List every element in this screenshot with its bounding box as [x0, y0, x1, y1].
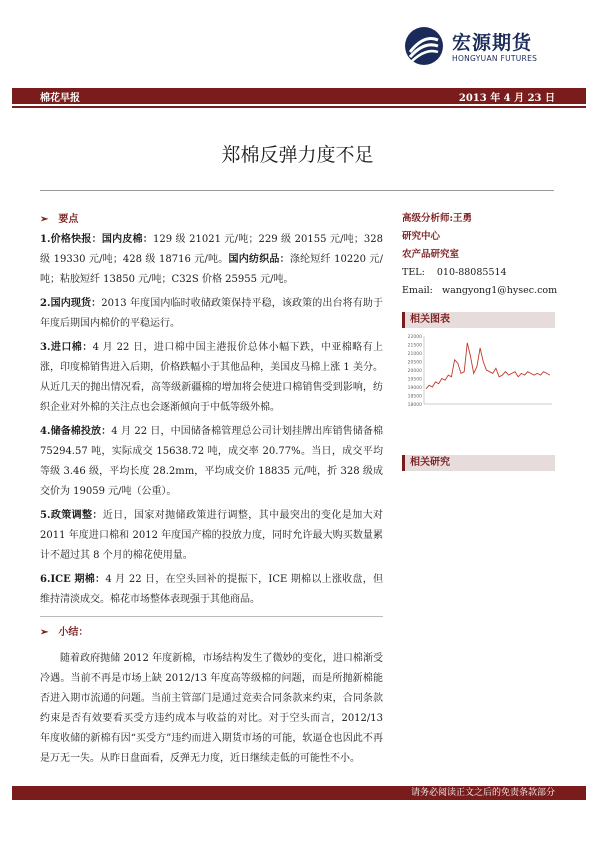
- title-divider: [40, 190, 554, 191]
- key-points-heading: ➢ 要点: [40, 214, 79, 225]
- arrow-icon: ➢: [40, 627, 49, 638]
- report-type: 棉花早报: [40, 93, 80, 104]
- price-chart: [402, 332, 555, 410]
- office-name: 农产品研究室: [402, 249, 460, 260]
- brand-logo-icon: [404, 26, 444, 66]
- arrow-icon: ➢: [40, 214, 49, 225]
- item-5: 5.政策调整：近日，国家对抛储政策进行调整，其中最突出的变化是加大对 2011 年度进口棉和 2012 年度国产棉的投放力度，同时允许最大购买数量累计不超过其 8 个月的棉花使用量。: [40, 510, 384, 561]
- y-tick-label: 19500: [407, 377, 422, 383]
- item-3: 3.进口棉：4 月 22 日，进口棉中国主港报价总体小幅下跌，中亚棉略有上涨，印度棉销售进入后期，价格跌幅小于其他品种，美国皮马棉上涨 1 美分。从近几天的抛出情况看，高等级新疆棉的增加将会使进口棉销售受到影响，纺织企业对外棉的关注点也会逐渐倾向于中低等级外棉。: [40, 342, 384, 413]
- y-tick-label: 21000: [407, 352, 422, 357]
- email-line: Email: wangyong1@hysec.com: [402, 285, 558, 296]
- main-content: [40, 210, 383, 769]
- disclaimer-note: 请务必阅读正文之后的免责条款部分: [410, 788, 555, 798]
- summary-paragraph: 随着政府抛储 2012 年度新棉，市场结构发生了微妙的变化，进口棉渐受冷遇。当前不再是市场上缺 2012/13 年度高等级棉的问题，而是所抛新棉能否进入期市流通的问题。当前主管部门是通过竞卖合同条款来约束，合同条款约束是否有效要看买受方违约成本与收益的对比。对于空头而言，2012/13 年度收储的新棉有因“买受方”违约而进入期货市场的可能，软逼仓也因此不再是万无一失。从昨日盘面看，反弹无力度，近日继续走低的可能性不小。: [40, 653, 383, 764]
- header-rule: [12, 106, 586, 108]
- tel-line: TEL: 010-88085514: [402, 267, 507, 278]
- summary-heading: ➢ 小结：: [40, 627, 89, 638]
- item-6: 6.ICE 期棉：4 月 22 日，在空头回补的提振下，ICE 期棉以上涨收盘，但维持清淡成交。棉花市场整体表现强于其他商品。: [40, 574, 383, 605]
- item-4: 4.储备棉投放：4 月 22 日，中国储备棉管理总公司计划挂牌出库销售储备棉 75294.57 吨，实际成交 15638.72 吨，成交率 20.77%。当日，成交平均等级 3.46 级，平均长度 28.2mm，平均成交价 18835 元/吨，折 328 级成交价为 19059 元/吨（公重）。: [40, 426, 384, 497]
- sidebar: [402, 210, 558, 300]
- y-tick-label: 21500: [407, 343, 422, 349]
- research-heading: 相关研究: [402, 455, 555, 471]
- brand-name-en: HONGYUAN FUTURES: [452, 54, 538, 63]
- analyst-name: 高级分析师:王勇: [402, 213, 473, 224]
- brand-name-cn: 宏源期货: [452, 32, 533, 54]
- y-tick-label: 18000: [407, 403, 422, 408]
- item-2: 2.国内现货：2013 年度国内临时收储政策保持平稳，该政策的出台将有助于年度后期国内棉价的平稳运行。: [40, 298, 383, 329]
- y-tick-label: 19000: [407, 386, 422, 391]
- y-tick-label: 18500: [407, 394, 422, 400]
- report-date: 2013 年 4 月 23 日: [458, 93, 555, 104]
- series-line: [426, 343, 550, 389]
- y-tick-label: 22000: [407, 335, 422, 340]
- chart-heading: 相关图表: [402, 312, 555, 328]
- page-title: 郑棉反弹力度不足: [221, 144, 374, 166]
- y-tick-label: 20500: [407, 360, 422, 366]
- email-link[interactable]: wangyong1@hysec.com: [441, 285, 558, 296]
- dept-name: 研究中心: [402, 231, 441, 242]
- item-1: 1.价格快报：国内皮棉：129 级 21021 元/吨；229 级 20155 元/吨；328 级 19330 元/吨；428 级 18716 元/吨。国内纺织品：涤纶短纤 10220 元/吨；粘胶短纤 13850 元/吨；C32S 价格 25955 元/吨。: [40, 234, 383, 285]
- y-tick-label: 20000: [407, 369, 422, 374]
- summary-divider: [40, 610, 383, 617]
